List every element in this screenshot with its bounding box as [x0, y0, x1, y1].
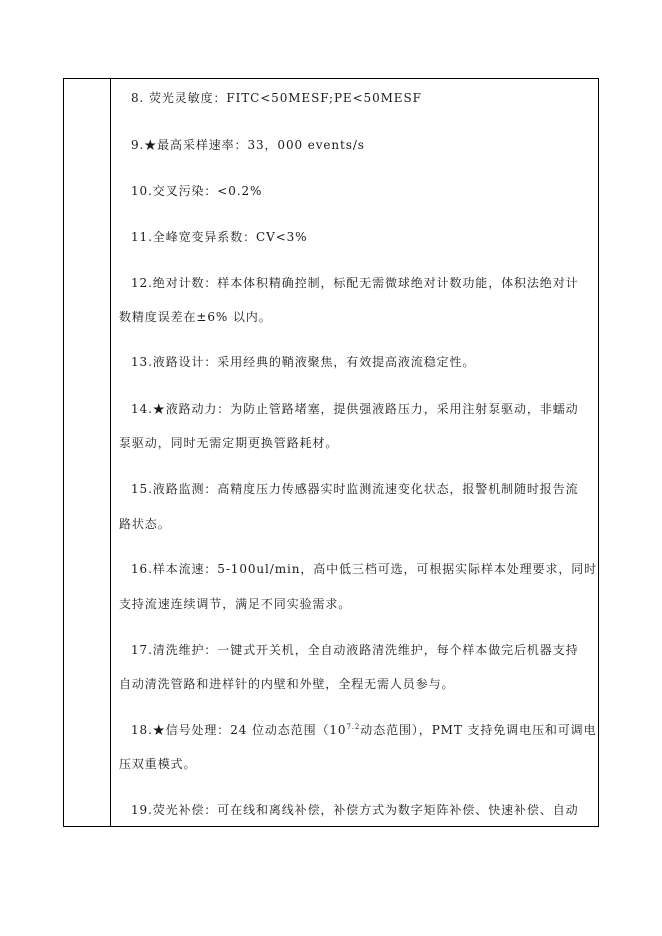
item-number: 11. [131, 230, 153, 244]
spec-item-18 [119, 722, 597, 738]
spec-item-13 [119, 354, 593, 370]
spec-item-14-cont: 泵驱动，同时无需定期更换管路耗材。 [119, 436, 339, 450]
item-number: 14. [131, 402, 153, 416]
spec-item-16-cont: 支持流速连续调节，满足不同实验需求。 [119, 597, 352, 611]
spec-table [63, 78, 599, 827]
item-number: 9. [131, 138, 145, 152]
spec-item-11 [119, 229, 593, 245]
item-text: 液路监测：高精度压力传感器实时监测流速变化状态，报警机制随时报告流 [152, 482, 579, 496]
table-content-cell [111, 79, 599, 826]
spec-item-17 [119, 642, 593, 658]
spec-item-17-cont: 自动清洗管路和进样针的内壁和外壁，全程无需人员参与。 [119, 677, 455, 691]
spec-item-8 [119, 90, 593, 106]
item-number: 8. [131, 91, 145, 105]
item-text: 绝对计数：样本体积精确控制，标配无需微球绝对计数功能，体积法绝对计 [152, 276, 579, 290]
spec-item-12 [119, 275, 593, 291]
spec-item-15 [119, 481, 593, 497]
item-text: 液路设计：采用经典的鞘液聚焦，有效提高液流稳定性。 [152, 355, 476, 369]
exponent: 7.2 [346, 723, 361, 731]
spec-item-16 [119, 561, 598, 577]
spec-item-18-cont: 压双重模式。 [119, 757, 197, 771]
item-number: 12. [131, 276, 153, 290]
item-number: 16. [131, 562, 153, 576]
table-left-column [64, 79, 111, 826]
item-number: 15. [131, 482, 153, 496]
item-text: 样本流速：5-100ul/min，高中低三档可选，可根据实际样本处理要求，同时 [152, 562, 598, 576]
item-number: 10. [131, 184, 153, 198]
spec-item-15-cont: 路状态。 [119, 517, 171, 531]
spec-item-12-cont: 数精度误差在±6% 以内。 [119, 310, 272, 324]
item-text: ★最高采样速率：33，000 events/s [144, 138, 365, 152]
item-number: 17. [131, 643, 153, 657]
spec-item-14 [119, 401, 593, 417]
item-text: 全峰宽变异系数：CV<3% [152, 230, 308, 244]
item-number: 19. [131, 803, 153, 817]
item-text: ★液路动力：为防止管路堵塞，提供强液路压力，采用注射泵驱动，非蠕动 [152, 402, 579, 416]
spec-item-10 [119, 183, 593, 199]
item-text: 荧光补偿：可在线和离线补偿，补偿方式为数字矩阵补偿、快速补偿、自动 [152, 803, 579, 817]
item-number: 18. [131, 723, 153, 737]
item-number: 13. [131, 355, 153, 369]
spec-item-19 [119, 802, 593, 818]
item-text-rest: 动态范围），PMT 支持免调电压和可调电 [360, 723, 597, 737]
item-text: ★信号处理：24 位动态范围（10 [152, 723, 347, 737]
item-text: 清洗维护：一键式开关机，全自动液路清洗维护，每个样本做完后机器支持 [152, 643, 579, 657]
spec-item-9 [119, 137, 593, 153]
item-text: 荧光灵敏度：FITC<50MESF;PE<50MESF [144, 91, 422, 105]
item-text: 交叉污染：<0.2% [152, 184, 263, 198]
